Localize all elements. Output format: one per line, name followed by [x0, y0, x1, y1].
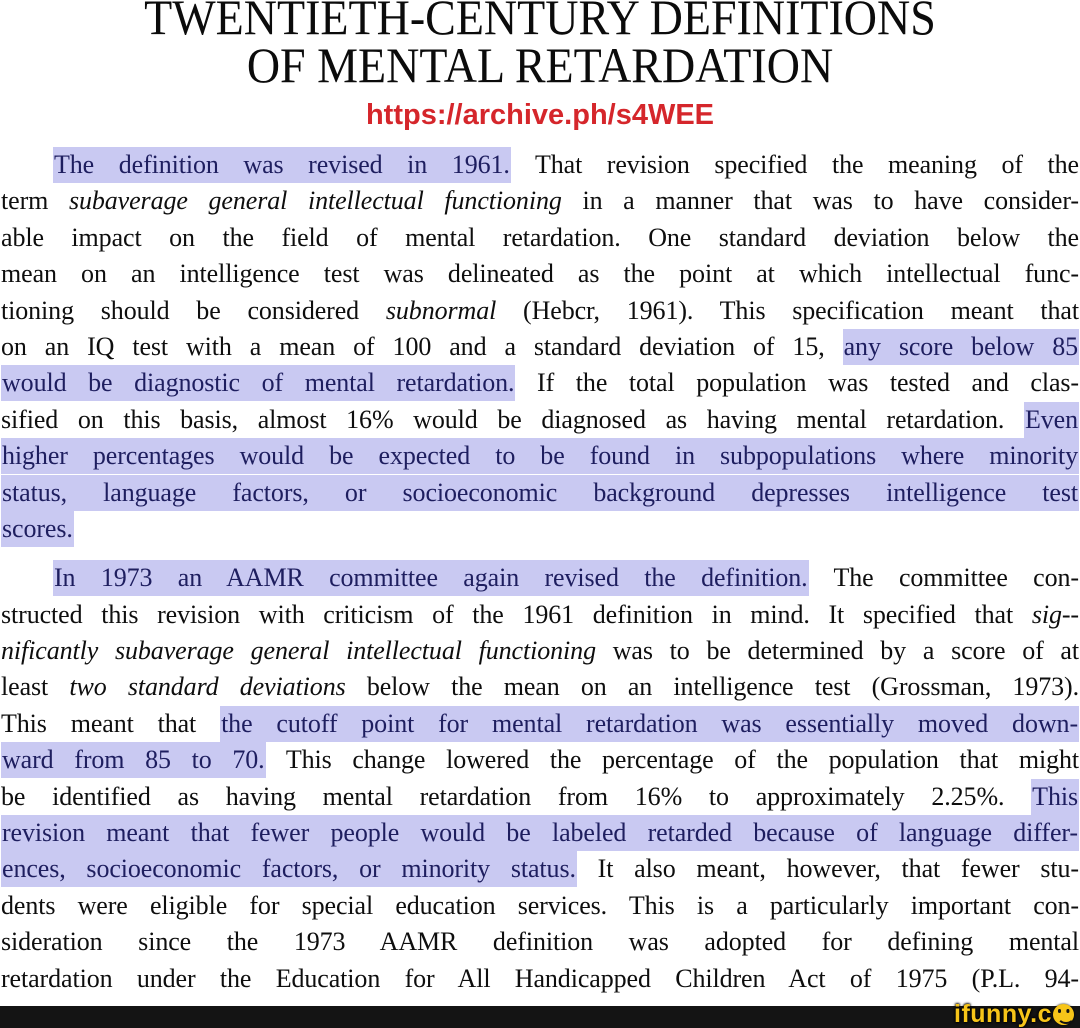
highlighted-text: the cutoff point for mental retardation was essentially moved down- [220, 706, 1079, 742]
italic-text: subaverage general intellectual functioning [68, 186, 562, 216]
text-line [1, 183, 1079, 219]
text-segment: The committee con- [808, 563, 1079, 593]
text-line [1, 256, 1079, 292]
text-segment: structed this revision with criticism of the 1961 definition in mind. It specified that [1, 599, 1032, 629]
highlighted-text: revision meant that fewer people would be labeled retarded because of language differ- [1, 815, 1079, 851]
text-line [1, 924, 1079, 960]
highlighted-text: scores. [1, 511, 74, 547]
text-line [1, 220, 1079, 256]
text-segment: was to be determined by a score of at [595, 636, 1079, 666]
text-segment: That revision specified the meaning of the [510, 150, 1079, 179]
italic-text: sig-- [1031, 599, 1079, 629]
text-segment: below the mean on an intelligence test (Grossman, 1973). [345, 672, 1079, 702]
ifunny-watermark [954, 1001, 1074, 1028]
text-segment: This change lowered the percentage of the population that might [265, 745, 1079, 775]
text-line [1, 475, 1079, 511]
text-line [1, 633, 1079, 669]
text-segment: in a manner that was to have consider- [561, 186, 1079, 216]
highlighted-text: any score below 85 [843, 329, 1079, 365]
title-line-2: OF MENTAL RETARDATION [246, 37, 834, 93]
text-line [1, 293, 1079, 329]
paragraph [1, 147, 1079, 547]
highlighted-text: Even [1024, 402, 1079, 438]
italic-text: subnormal [385, 295, 497, 325]
watermark-bar [0, 1006, 1080, 1028]
text-segment: tioning should be considered [1, 295, 386, 325]
text-line [1, 851, 1079, 887]
highlighted-text: ences, socioeconomic factors, or minority status. [1, 851, 577, 887]
highlighted-text: ward from 85 to 70. [1, 742, 266, 778]
text-segment: (Hebcr, 1961). This specification meant that [496, 295, 1079, 325]
text-line [1, 597, 1079, 633]
text-line [1, 329, 1079, 365]
title-line-1: TWENTIETH-CENTURY DEFINITIONS [144, 0, 936, 45]
text-segment: If the total population was tested and clas- [515, 368, 1079, 398]
text-line [1, 961, 1079, 997]
text-line [1, 706, 1079, 742]
highlighted-text: In 1973 an AAMR committee again revised the definition. [53, 560, 809, 596]
highlighted-text: status, language factors, or socioeconomic background depresses intelligence test [1, 475, 1079, 511]
text-segment: It also meant, however, that fewer stu- [576, 854, 1079, 884]
text-line [1, 742, 1079, 778]
smiley-icon [1053, 1004, 1074, 1025]
text-line [1, 147, 1079, 183]
text-line [1, 511, 1079, 547]
highlighted-text: This [1031, 779, 1079, 815]
text-segment: sideration since the 1973 AAMR definition was adopted for defining mental [1, 927, 1079, 957]
highlighted-text: The definition was revised in 1961. [53, 147, 511, 183]
text-line [1, 888, 1079, 924]
archive-link[interactable]: https://archive.ph/s4WEE [365, 99, 715, 131]
text-line [1, 669, 1079, 705]
highlighted-text: would be diagnostic of mental retardation. [1, 365, 515, 401]
paragraph [1, 560, 1079, 997]
text-line [1, 815, 1079, 851]
text-segment: sified on this basis, almost 16% would be diagnosed as having mental retardation. [1, 404, 1024, 434]
text-segment: term [1, 186, 69, 216]
text-line [1, 438, 1079, 474]
text-line [1, 779, 1079, 815]
text-segment: retardation under the Education for All Handicapped Children Act of 1975 (P.L. 94- [1, 963, 1079, 993]
text-line [1, 402, 1079, 438]
text-segment: mean on an intelligence test was delineated as the point at which intellectual func- [1, 259, 1079, 289]
text-segment: able impact on the field of mental retardation. One standard deviation below the [1, 222, 1079, 252]
italic-text: nificantly subaverage general intellectual functioning [1, 636, 596, 666]
text-segment: be identified as having mental retardation from 16% to approximately 2.25%. [1, 781, 1032, 811]
text-segment: This meant that [1, 708, 221, 738]
text-line [1, 560, 1079, 596]
highlighted-text: higher percentages would be expected to be found in subpopulations where minority [1, 438, 1079, 474]
text-line [1, 365, 1079, 401]
text-segment: least [1, 672, 70, 702]
page-title [0, 0, 1080, 93]
italic-text: two standard deviations [69, 672, 346, 702]
document-body [0, 147, 1080, 997]
text-segment: on an IQ test with a mean of 100 and a standard deviation of 15, [1, 331, 843, 361]
text-segment: dents were eligible for special education services. This is a particularly important con- [1, 890, 1079, 920]
ifunny-brand-text: ifunny.c [954, 1000, 1052, 1028]
